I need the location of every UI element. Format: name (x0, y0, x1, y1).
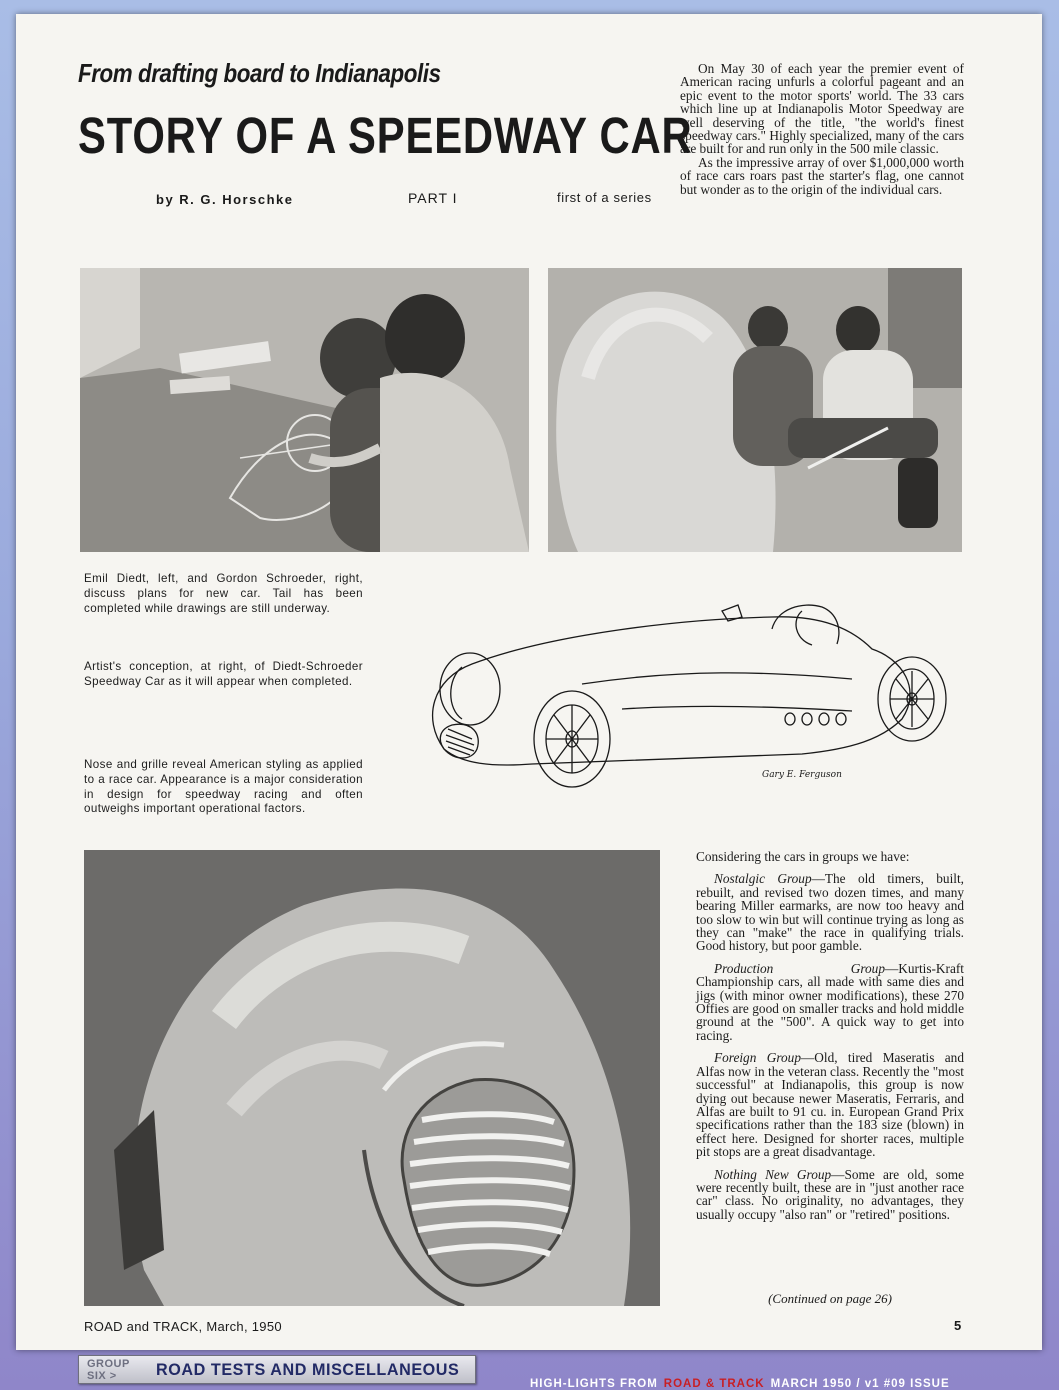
byline-series: first of a series (557, 190, 652, 205)
article-kicker: From drafting board to Indianapolis (78, 58, 441, 88)
banner-section-title: ROAD TESTS AND MISCELLANEOUS (155, 1359, 460, 1379)
group-paragraph-nostalgic (696, 872, 964, 952)
byline-author: by R. G. Horschke (156, 192, 294, 207)
intro-text (680, 62, 964, 196)
highlights-brand: ROAD & TRACK (663, 1378, 765, 1390)
group-paragraph-foreign (696, 1051, 964, 1158)
group-name: Nothing New Group (714, 1166, 832, 1182)
byline-part: PART I (408, 190, 458, 206)
group-description: —Old, tired Maseratis and Alfas now in the veteran class. Recently the "most successful" at Indianapolis, this group is now dying out because newer Maseratis, Ferraris, and Alfas are built to 91 cu. in. European Grand Prix specifications rather than the 183 size (blown) in effect here. Designed for shorter races, multiple pit stops are a great disadvantage. (696, 1050, 964, 1160)
group-name: Production Group (714, 960, 885, 976)
group-description: —Kurtis-Kraft Championship cars, all made with same dies and jigs (with minor owner modifications), these 270 Offies are good on smaller tracks and hold middle ground at the "500". A quick way to get into racing. (696, 960, 964, 1043)
page-number: 5 (954, 1318, 962, 1333)
car-line-drawing (382, 589, 964, 789)
highlights-prefix: HIGH-LIGHTS FROM (530, 1378, 658, 1390)
section-banner[interactable] (78, 1355, 476, 1384)
highlights-strip (530, 1378, 1050, 1390)
group-description: —The old timers, built, rebuilt, and revised two dozen times, and many bearing Miller earmarks, are now too heavy and too slow to win but will continue trying as long as they can "make" the race in qualifying trials. Good history, but poor gamble. (696, 871, 964, 954)
photo-drafting-board (80, 268, 529, 552)
group-name: Foreign Group (714, 1050, 801, 1066)
highlights-suffix: MARCH 1950 / v1 #09 ISSUE (770, 1378, 950, 1390)
magazine-page (16, 14, 1042, 1350)
group-paragraph-production (696, 962, 964, 1042)
caption-drafting: Emil Diedt, left, and Gordon Schroeder, right, discuss plans for new car. Tail has been completed while drawings are still underway. (84, 572, 363, 615)
article-headline: STORY OF A SPEEDWAY CAR (78, 107, 693, 164)
group-paragraph-nothing-new (696, 1168, 964, 1222)
group-description: —Some are old, some were recently built, these are in "just another race car" class. No originality, no advantages, they usually occupy "also ran" or "retired" positions. (696, 1166, 964, 1222)
publication-footer: ROAD and TRACK, March, 1950 (84, 1319, 282, 1334)
intro-paragraph-2: As the impressive array of over $1,000,000 worth of race cars roars past the starter's flag, one cannot but wonder as to the origin of the individual cars. (680, 154, 964, 197)
caption-artist-conception: Artist's conception, at right, of Diedt-Schroeder Speedway Car as it will appear when completed. (84, 660, 363, 688)
body-lead: Considering the cars in groups we have: (696, 849, 910, 864)
caption-nose-grille: Nose and grille reveal American styling as applied to a race car. Appearance is a major consideration in design for speedway racing and often outweighs important operational factors. (84, 758, 363, 816)
photo-nose-grille (84, 850, 660, 1306)
banner-group-label: GROUP SIX > (87, 1357, 130, 1382)
group-name: Nostalgic Group (714, 871, 812, 887)
intro-paragraph-1: On May 30 of each year the premier event of American racing unfurls a colorful pageant and an epic event to the motor sports' world. The 33 cars which line up at Indianapolis Motor Speedway are well deserving of the title, "the world's finest speedway cars." Highly specialized, many of the cars are built for and run only in the 500 mile classic. (680, 61, 964, 157)
photo-tail-section (548, 268, 962, 552)
continued-note: (Continued on page 26) (768, 1291, 892, 1306)
body-text (696, 850, 964, 1230)
artist-signature: Gary E. Ferguson (762, 770, 842, 780)
